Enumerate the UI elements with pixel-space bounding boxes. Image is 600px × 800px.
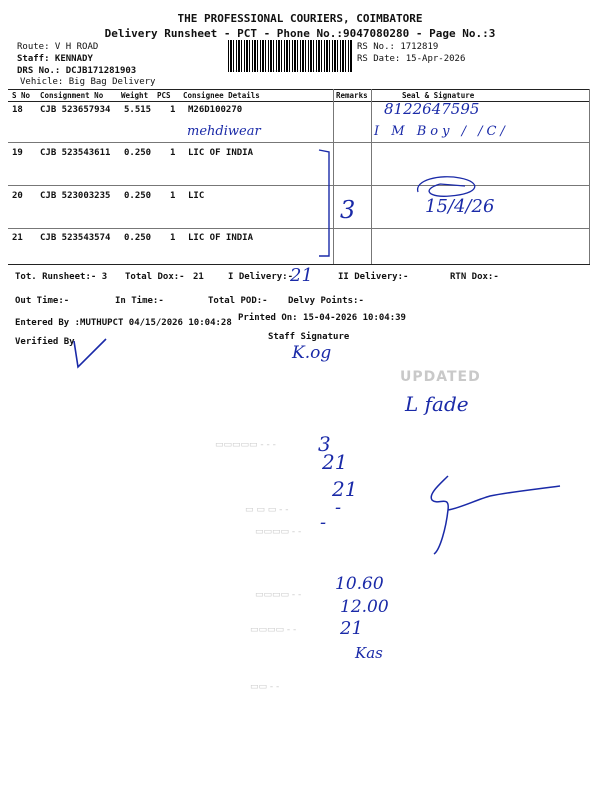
route-label: Route: V H ROAD xyxy=(17,42,99,52)
verified-by-label: Verified By xyxy=(15,337,75,347)
handwritten-phone: 8122647595 xyxy=(384,100,480,118)
i-delivery-value: 21 xyxy=(290,265,313,286)
staff-label: Staff: KENNADY xyxy=(17,54,93,64)
handwritten-time-3: 21 xyxy=(340,618,363,639)
cell-consignee: LIC xyxy=(188,191,205,201)
cell-sno: 20 xyxy=(12,191,23,201)
vehicle-label: Vehicle: Big Bag Delivery xyxy=(20,77,156,87)
entered-by: Entered By :MUTHUPCT 04/15/2026 10:04:28 xyxy=(15,318,232,328)
faded-seal-stamp: UPDATED xyxy=(400,369,481,385)
handwritten-list-3: 21 xyxy=(332,477,358,501)
verified-tick-mark xyxy=(70,335,110,371)
handwritten-time-2: 12.00 xyxy=(340,597,389,617)
faded-text: ▭▭▭▭▭ - - - xyxy=(215,440,276,450)
faded-text: ▭▭▭▭ - - xyxy=(255,590,302,600)
cell-pcs: 1 xyxy=(170,105,176,115)
handwritten-time-4: Kas xyxy=(355,644,383,662)
large-signature xyxy=(420,470,570,560)
seal-signature: L fade xyxy=(405,392,469,416)
faded-text: ▭▭▭▭ - - xyxy=(255,527,302,537)
ii-delivery-label: II Delivery:- xyxy=(338,272,409,282)
cell-weight: 0.250 xyxy=(124,148,152,158)
bracket-count: 3 xyxy=(340,196,356,224)
runsheet-subtitle: Delivery Runsheet - PCT - Phone No.:9047080280 - Page No.:3 xyxy=(104,27,496,40)
handwritten-date: 15/4/26 xyxy=(425,196,495,217)
handwritten-time-1: 10.60 xyxy=(335,574,384,594)
cell-weight: 0.250 xyxy=(124,233,152,243)
handwritten-name: mehdiwear xyxy=(187,124,261,139)
company-title: THE PROFESSIONAL COURIERS, COIMBATORE xyxy=(177,12,423,25)
faded-text: ▭ ▭ ▭ - - xyxy=(245,505,289,515)
cell-consignment: CJB 523543574 xyxy=(40,233,111,243)
col-sno: S No xyxy=(12,91,31,100)
faded-text: ▭▭▭▭ - - xyxy=(250,625,297,635)
cell-weight: 0.250 xyxy=(124,191,152,201)
cell-sno: 19 xyxy=(12,148,23,158)
cell-sno: 21 xyxy=(12,233,23,243)
rs-date: RS Date: 15-Apr-2026 xyxy=(357,54,466,64)
cell-consignment: CJB 523657934 xyxy=(40,105,111,115)
handwritten-list-2: 21 xyxy=(322,450,348,474)
cell-sno: 18 xyxy=(12,105,23,115)
handwritten-list-1: 3 xyxy=(318,432,331,456)
col-remarks: Remarks xyxy=(336,91,368,100)
cell-pcs: 1 xyxy=(170,191,176,201)
total-dox-value: 21 xyxy=(193,272,204,282)
col-weight: Weight xyxy=(121,91,149,100)
handwritten-signature-row18: I M Boy / /C/ xyxy=(374,124,509,139)
handwritten-list-5: - xyxy=(320,512,327,533)
col-seal-signature: Seal & Signature xyxy=(402,91,475,100)
cell-pcs: 1 xyxy=(170,233,176,243)
i-delivery-label: I Delivery:- xyxy=(228,272,294,282)
total-dox-label: Total Dox:- xyxy=(125,272,185,282)
staff-signature-label: Staff Signature xyxy=(268,332,350,342)
printed-on: Printed On: 15-04-2026 10:04:39 xyxy=(238,313,406,323)
total-pod-label: Total POD:- xyxy=(208,296,268,306)
handwritten-list-4: - xyxy=(335,497,342,518)
faded-text: ▭▭ - - xyxy=(250,682,280,692)
cell-consignee: LIC OF INDIA xyxy=(188,233,254,243)
cell-consignment: CJB 523003235 xyxy=(40,191,111,201)
drs-label: DRS No.: DCJB171281903 xyxy=(17,66,137,76)
cell-consignee: M26D100270 xyxy=(188,105,243,115)
staff-signature-handwriting: K.og xyxy=(292,343,332,363)
col-consignment: Consignment No xyxy=(40,91,104,100)
cell-weight: 5.515 xyxy=(124,105,152,115)
delvy-points-label: Delvy Points:- xyxy=(288,296,364,306)
cell-pcs: 1 xyxy=(170,148,176,158)
out-time-label: Out Time:- xyxy=(15,296,70,306)
in-time-label: In Time:- xyxy=(115,296,164,306)
tot-runsheet: Tot. Runsheet:- 3 xyxy=(15,272,108,282)
barcode-image xyxy=(228,40,352,72)
cell-consignment: CJB 523543611 xyxy=(40,148,111,158)
rtn-dox-label: RTN Dox:- xyxy=(450,272,499,282)
cell-consignee: LIC OF INDIA xyxy=(188,148,254,158)
col-consignee: Consignee Details xyxy=(183,91,260,100)
rs-no: RS No.: 1712819 xyxy=(357,42,439,52)
col-pcs: PCS xyxy=(157,91,171,100)
